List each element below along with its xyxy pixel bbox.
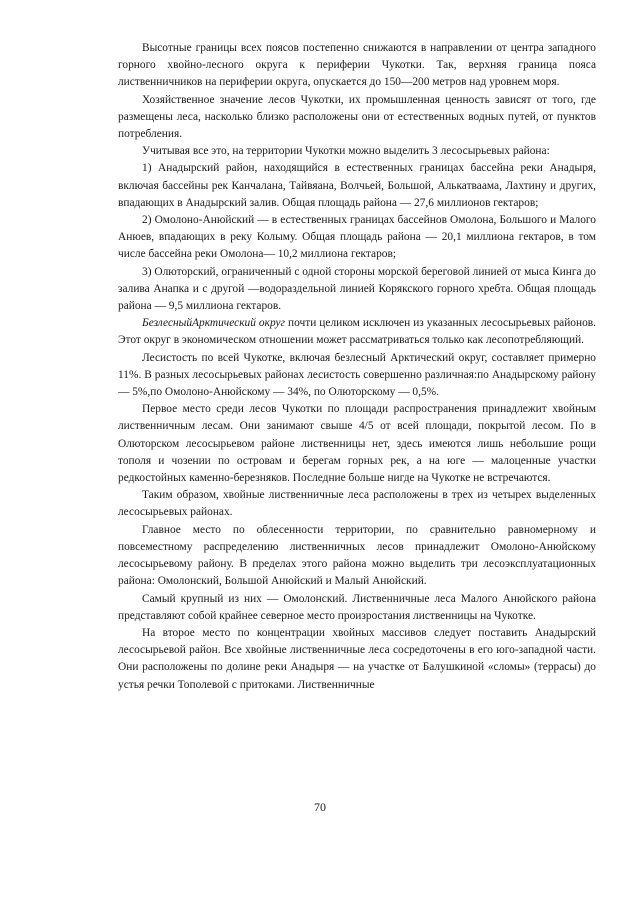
paragraph-9: Первое место среди лесов Чукотки по площади распространения принадлежит хвойным лиственничным лесам. Они занимают свыше 4/5 от всей площади, покрытой лесом. По в Олюторском лесосырьевом районе лиственницы нет, здесь имеются лишь небольшие рощи тополя и чозении по островам и берегам горных рек, а на юге — малоценные участки редкостойных каменно-березняков. Последние больше нигде на Чукотке не встречаются. [118,403,596,485]
paragraph-2: Хозяйственное значение лесов Чукотки, их промышленная ценность зависят от того, где размещены леса, насколько близко расположены они от естественных водных путей, от пунктов потребления. [118,93,596,141]
paragraph-11: Главное место по облесенности территории, по сравнительно равномерному и повсеместному распределению лиственничных лесов принадлежит Омолоно-Анюйскому лесосырьевому району. В пределах этого района можно выделить три лесоэксплуатационных района: Омолонский, Большой Анюйский и Малый Анюйский. [118,523,596,588]
paragraph-1: Высотные границы всех поясов постепенно снижаются в направлении от центра западного горного хвойно-лесного округа к периферии Чукотки. Так, верхняя граница пояса лиственничников на периферии округа, опускается до 150—200 метров над уровнем моря. [118,42,596,89]
page-text-body [118,40,596,694]
page-number: 70 [314,800,326,814]
paragraph-13: На второе место по концентрации хвойных массивов следует поставить Анадырский лесосырьевой район. Все хвойные лиственничные леса сосредоточены в его юго-западной части. Они расположены по долине реки Анадыря — на участке от Балушкиной «сломы» (террасы) до устья речки Тополевой с притоками. Лиственничные [118,626,596,691]
paragraph-7-rest: почти целиком исключен из указанных лесосырьевых районов. Этот округ в экономическом отношении может рассматриваться только как лесопотребляющий. [118,317,596,347]
paragraph-7 [118,315,596,349]
paragraph-10: Таким образом, хвойные лиственничные леса расположены в трех из четырех выделенных лесосырьевых районах. [118,489,596,519]
paragraph-6: 3) Олюторский, ограниченный с одной стороны морской береговой линией от мыса Кинга до залива Анапка и с другой —водораздельной линией Корякского горного хребта. Общая площадь района — 9,5 миллиона гектаров. [118,265,596,313]
paragraph-12: Самый крупный из них — Омолонский. Лиственничные леса Малого Анюйского района представляют собой крайнее северное место произростания лиственницы на Чукотке. [118,592,596,622]
paragraph-5: 2) Омолоно-Анюйский — в естественных границах бассейнов Омолона, Большого и Малого Анюев, впадающих в реку Колыму. Общая площадь района — 20,1 миллиона гектаров, в том числе бассейна реки Омолона— 10,2 миллиона гектаров; [118,214,596,261]
paragraph-7-italic-term: БезлесныйАрктический округ [142,317,285,330]
paragraph-3: Учитывая все это, на территории Чукотки можно выделить 3 лесосырьевых района: [142,145,550,158]
paragraph-4: 1) Анадырский район, находящийся в естественных границах бассейна реки Анадыря, включая бассейны рек Канчалана, Тайвяана, Волчьей, Большой, Алькатваама, Лахтину и других, впадающих в Анадырский залив. Общая площадь района — 27,6 миллионов гектаров; [118,162,596,209]
paragraph-8: Лесистость по всей Чукотке, включая безлесный Арктический округ, составляет примерно 11%. В разных лесосырьевых районах лесистость совершенно различная:по Анадырскому району — 5%,по Омолоно-Анюйскому — 34%, по Олюторскому — 0,5%. [118,351,596,399]
